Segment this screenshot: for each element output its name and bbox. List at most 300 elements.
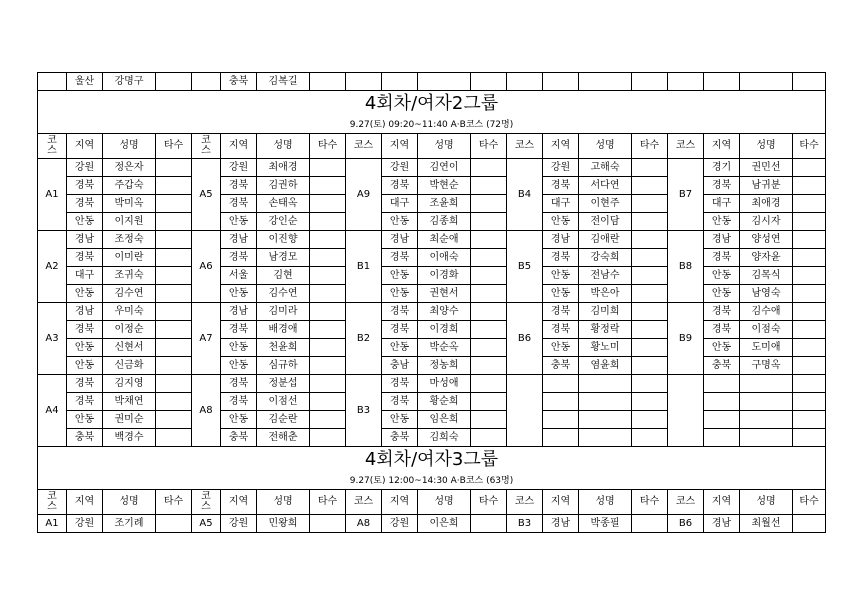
hits-cell <box>310 303 346 321</box>
name-cell: 임은희 <box>418 411 471 429</box>
group-title: 4회차/여자3그룹 <box>38 447 826 474</box>
hits-cell <box>632 411 668 429</box>
hits-cell <box>793 515 826 533</box>
name-cell: 최애경 <box>257 159 310 177</box>
name-cell: 최순애 <box>418 231 471 249</box>
name-cell: 구명옥 <box>740 357 793 375</box>
name-cell: 강인순 <box>257 213 310 231</box>
region-cell: 경북 <box>67 195 103 213</box>
hits-cell <box>471 393 507 411</box>
name-cell: 이현주 <box>579 195 632 213</box>
hits-cell <box>632 267 668 285</box>
group-subtitle: 9.27(토) 09:20~11:40 A·B코스 (72명) <box>38 117 826 134</box>
group-subtitle: 9.27(토) 12:00~14:30 A·B코스 (63명) <box>38 473 826 490</box>
header-hits: 타수 <box>156 490 192 515</box>
group-subtitle-row <box>38 473 826 490</box>
course-cell: B6 <box>507 303 543 375</box>
region-cell: 강원 <box>382 515 418 533</box>
name-cell: 김권하 <box>257 177 310 195</box>
name-cell: 남귀분 <box>740 177 793 195</box>
hits-cell <box>793 429 826 447</box>
name-cell: 민왕희 <box>257 515 310 533</box>
name-cell <box>579 429 632 447</box>
header-name: 성명 <box>740 134 793 159</box>
region-cell: 경북 <box>704 177 740 195</box>
region-cell: 경북 <box>221 177 257 195</box>
region-cell: 경북 <box>543 321 579 339</box>
region-cell: 안동 <box>543 213 579 231</box>
header-region: 지역 <box>67 134 103 159</box>
header-course-text: 코 스 <box>47 491 57 512</box>
header-region: 지역 <box>67 490 103 515</box>
header-name: 성명 <box>418 134 471 159</box>
region-cell: 경북 <box>67 393 103 411</box>
name-cell: 이점선 <box>257 393 310 411</box>
name-cell: 이경희 <box>418 321 471 339</box>
hits-cell <box>310 249 346 267</box>
name-cell: 김현 <box>257 267 310 285</box>
cell-empty <box>704 73 740 91</box>
hits-cell <box>793 159 826 177</box>
header-region: 지역 <box>382 134 418 159</box>
tee-time-sheet <box>37 72 826 533</box>
player-row <box>38 393 826 411</box>
hits-cell <box>156 375 192 393</box>
carryover-row <box>38 73 826 91</box>
player-row <box>38 249 826 267</box>
name-cell: 전이담 <box>579 213 632 231</box>
name-cell: 이은희 <box>418 515 471 533</box>
player-row <box>38 515 826 533</box>
group-title-row <box>38 447 826 474</box>
region-cell: 강원 <box>543 159 579 177</box>
hits-cell <box>156 393 192 411</box>
region-cell: 경남 <box>67 231 103 249</box>
name-cell: 김수연 <box>103 285 156 303</box>
hits-cell <box>471 375 507 393</box>
region-cell: 경북 <box>221 375 257 393</box>
cell-empty <box>579 73 632 91</box>
region-cell: 안동 <box>382 267 418 285</box>
header-course: 코스 <box>507 134 543 159</box>
hits-cell <box>471 213 507 231</box>
region-cell <box>543 411 579 429</box>
region-cell: 안동 <box>67 411 103 429</box>
region-cell: 안동 <box>543 267 579 285</box>
name-cell: 박종필 <box>579 515 632 533</box>
course-cell: A3 <box>38 303 67 375</box>
region-cell: 안동 <box>67 213 103 231</box>
region-cell: 안동 <box>67 339 103 357</box>
course-cell: B1 <box>346 231 382 303</box>
hits-cell <box>310 375 346 393</box>
cell-empty <box>668 73 704 91</box>
course-cell: A6 <box>192 231 221 303</box>
hits-cell <box>471 411 507 429</box>
course-cell: A8 <box>346 515 382 533</box>
hits-cell <box>632 429 668 447</box>
hits-cell <box>471 339 507 357</box>
header-hits: 타수 <box>310 134 346 159</box>
name-cell: 박순옥 <box>418 339 471 357</box>
hits-cell <box>156 303 192 321</box>
course-cell: A4 <box>38 375 67 447</box>
name-cell: 이점숙 <box>740 321 793 339</box>
region-cell: 충북 <box>704 357 740 375</box>
name-cell: 전남수 <box>579 267 632 285</box>
hits-cell <box>793 321 826 339</box>
name-cell: 최월선 <box>740 515 793 533</box>
name-cell: 이진향 <box>257 231 310 249</box>
name-cell <box>579 393 632 411</box>
region-cell: 경남 <box>221 231 257 249</box>
region-cell: 경북 <box>704 249 740 267</box>
hits-cell <box>156 195 192 213</box>
name-cell: 백경수 <box>103 429 156 447</box>
name-cell: 김애란 <box>579 231 632 249</box>
region-cell: 경북 <box>67 177 103 195</box>
player-row <box>38 195 826 213</box>
hits-cell <box>471 303 507 321</box>
region-cell: 안동 <box>704 267 740 285</box>
header-hits: 타수 <box>632 134 668 159</box>
region-cell: 경남 <box>67 303 103 321</box>
name-cell: 조귀숙 <box>103 267 156 285</box>
header-hits: 타수 <box>156 134 192 159</box>
hits-cell <box>793 231 826 249</box>
region-cell: 충남 <box>382 357 418 375</box>
name-cell: 고해숙 <box>579 159 632 177</box>
region-cell: 안동 <box>704 339 740 357</box>
hits-cell <box>632 375 668 393</box>
hits-cell <box>156 339 192 357</box>
cell-empty <box>418 73 471 91</box>
group-title: 4회차/여자2그룹 <box>38 91 826 118</box>
region-cell: 경남 <box>704 515 740 533</box>
name-cell: 배경애 <box>257 321 310 339</box>
course-cell: A5 <box>192 515 221 533</box>
name-cell: 김순란 <box>257 411 310 429</box>
region-cell: 강원 <box>67 515 103 533</box>
region-cell: 강원 <box>67 159 103 177</box>
name-cell: 김복길 <box>257 73 310 91</box>
name-cell: 김목식 <box>740 267 793 285</box>
region-cell: 경북 <box>221 249 257 267</box>
region-cell: 충북 <box>221 73 257 91</box>
region-cell: 경남 <box>704 231 740 249</box>
header-course <box>38 490 67 515</box>
hits-cell <box>632 177 668 195</box>
hits-cell <box>310 429 346 447</box>
course-cell <box>668 375 704 447</box>
course-cell <box>507 375 543 447</box>
region-cell: 강원 <box>221 159 257 177</box>
region-cell <box>704 393 740 411</box>
name-cell: 신현서 <box>103 339 156 357</box>
column-header-row <box>38 134 826 159</box>
name-cell: 이지원 <box>103 213 156 231</box>
hits-cell <box>793 375 826 393</box>
cell-empty <box>793 73 826 91</box>
name-cell: 손태옥 <box>257 195 310 213</box>
name-cell: 권현서 <box>418 285 471 303</box>
course-cell: B3 <box>346 375 382 447</box>
header-region: 지역 <box>221 490 257 515</box>
region-cell <box>704 375 740 393</box>
hits-cell <box>632 285 668 303</box>
hits-cell <box>310 177 346 195</box>
region-cell: 충북 <box>382 429 418 447</box>
region-cell: 대구 <box>67 267 103 285</box>
name-cell: 권미순 <box>103 411 156 429</box>
region-cell: 서울 <box>221 267 257 285</box>
name-cell: 박은아 <box>579 285 632 303</box>
hits-cell <box>793 249 826 267</box>
region-cell: 경북 <box>221 195 257 213</box>
hits-cell <box>471 195 507 213</box>
header-hits: 타수 <box>310 490 346 515</box>
region-cell <box>543 429 579 447</box>
hits-cell <box>156 249 192 267</box>
hits-cell <box>632 339 668 357</box>
region-cell: 경북 <box>543 303 579 321</box>
region-cell: 경남 <box>543 515 579 533</box>
course-cell: A8 <box>192 375 221 447</box>
region-cell: 안동 <box>221 411 257 429</box>
cell-empty <box>192 73 221 91</box>
player-row <box>38 159 826 177</box>
name-cell: 황순희 <box>418 393 471 411</box>
region-cell: 경북 <box>382 303 418 321</box>
region-cell: 경북 <box>704 321 740 339</box>
hits-cell <box>156 515 192 533</box>
course-cell: A1 <box>38 515 67 533</box>
hits-cell <box>156 429 192 447</box>
name-cell: 김미희 <box>579 303 632 321</box>
name-cell: 김수연 <box>257 285 310 303</box>
hits-cell <box>156 177 192 195</box>
region-cell: 경북 <box>67 249 103 267</box>
header-hits: 타수 <box>471 134 507 159</box>
header-course <box>38 134 67 159</box>
hits-cell <box>632 515 668 533</box>
region-cell: 안동 <box>704 213 740 231</box>
header-course-text: 코 스 <box>47 135 57 156</box>
region-cell: 경북 <box>382 177 418 195</box>
hits-cell <box>156 159 192 177</box>
region-cell: 안동 <box>221 285 257 303</box>
header-course <box>192 490 221 515</box>
region-cell: 충북 <box>543 357 579 375</box>
header-course: 코스 <box>507 490 543 515</box>
hits-cell <box>793 339 826 357</box>
header-region: 지역 <box>221 134 257 159</box>
region-cell: 안동 <box>704 285 740 303</box>
header-name: 성명 <box>257 490 310 515</box>
cell-empty <box>507 73 543 91</box>
header-name: 성명 <box>579 490 632 515</box>
region-cell <box>704 411 740 429</box>
hits-cell <box>471 267 507 285</box>
hits-cell <box>310 357 346 375</box>
region-cell: 대구 <box>382 195 418 213</box>
region-cell: 경북 <box>221 321 257 339</box>
name-cell: 최양수 <box>418 303 471 321</box>
region-cell: 안동 <box>543 285 579 303</box>
hits-cell <box>156 231 192 249</box>
hits-cell <box>632 303 668 321</box>
hits-cell <box>310 73 346 91</box>
region-cell: 경북 <box>382 249 418 267</box>
header-hits: 타수 <box>793 490 826 515</box>
hits-cell <box>793 213 826 231</box>
region-cell: 경북 <box>382 393 418 411</box>
header-name: 성명 <box>257 134 310 159</box>
header-name: 성명 <box>418 490 471 515</box>
header-course <box>192 134 221 159</box>
hits-cell <box>471 231 507 249</box>
region-cell: 안동 <box>221 213 257 231</box>
region-cell: 안동 <box>382 411 418 429</box>
region-cell: 경북 <box>221 393 257 411</box>
hits-cell <box>632 195 668 213</box>
hits-cell <box>632 249 668 267</box>
course-cell: A9 <box>346 159 382 231</box>
player-row <box>38 375 826 393</box>
region-cell: 안동 <box>382 285 418 303</box>
hits-cell <box>310 411 346 429</box>
hits-cell <box>156 213 192 231</box>
name-cell: 김미라 <box>257 303 310 321</box>
name-cell: 남영숙 <box>740 285 793 303</box>
name-cell: 김수애 <box>740 303 793 321</box>
region-cell: 경북 <box>543 177 579 195</box>
name-cell <box>579 411 632 429</box>
region-cell: 충북 <box>67 429 103 447</box>
hits-cell <box>471 321 507 339</box>
header-course-text: 코 스 <box>201 135 211 156</box>
name-cell: 김지영 <box>103 375 156 393</box>
header-hits: 타수 <box>471 490 507 515</box>
course-cell: B5 <box>507 231 543 303</box>
hits-cell <box>310 285 346 303</box>
course-cell: B4 <box>507 159 543 231</box>
player-row <box>38 267 826 285</box>
hits-cell <box>471 285 507 303</box>
hits-cell <box>310 159 346 177</box>
header-region: 지역 <box>543 134 579 159</box>
header-region: 지역 <box>382 490 418 515</box>
name-cell <box>740 393 793 411</box>
course-cell: B2 <box>346 303 382 375</box>
region-cell: 경남 <box>382 231 418 249</box>
hits-cell <box>310 213 346 231</box>
region-cell: 안동 <box>67 285 103 303</box>
hits-cell <box>156 73 192 91</box>
cell-empty <box>346 73 382 91</box>
name-cell: 양자윤 <box>740 249 793 267</box>
hits-cell <box>310 321 346 339</box>
hits-cell <box>156 285 192 303</box>
cell-empty <box>471 73 507 91</box>
hits-cell <box>793 195 826 213</box>
header-course: 코스 <box>668 490 704 515</box>
region-cell: 안동 <box>543 339 579 357</box>
name-cell: 정농희 <box>418 357 471 375</box>
player-row <box>38 429 826 447</box>
hits-cell <box>471 249 507 267</box>
hits-cell <box>632 159 668 177</box>
region-cell: 경북 <box>67 321 103 339</box>
name-cell <box>740 375 793 393</box>
hits-cell <box>156 357 192 375</box>
name-cell: 조윤희 <box>418 195 471 213</box>
cell-empty <box>38 73 67 91</box>
hits-cell <box>310 231 346 249</box>
player-row <box>38 177 826 195</box>
name-cell: 도미애 <box>740 339 793 357</box>
region-cell: 안동 <box>382 213 418 231</box>
header-name: 성명 <box>103 134 156 159</box>
hits-cell <box>310 195 346 213</box>
hits-cell <box>156 321 192 339</box>
name-cell: 최애경 <box>740 195 793 213</box>
region-cell: 경남 <box>221 303 257 321</box>
course-cell: B8 <box>668 231 704 303</box>
name-cell: 마성애 <box>418 375 471 393</box>
name-cell: 염윤희 <box>579 357 632 375</box>
hits-cell <box>632 321 668 339</box>
name-cell: 이미란 <box>103 249 156 267</box>
name-cell: 전해춘 <box>257 429 310 447</box>
name-cell: 이애숙 <box>418 249 471 267</box>
name-cell: 양성연 <box>740 231 793 249</box>
header-name: 성명 <box>103 490 156 515</box>
region-cell: 대구 <box>704 195 740 213</box>
player-row <box>38 231 826 249</box>
name-cell <box>579 375 632 393</box>
region-cell: 경북 <box>382 375 418 393</box>
hits-cell <box>632 393 668 411</box>
hits-cell <box>793 303 826 321</box>
name-cell: 서다연 <box>579 177 632 195</box>
player-row <box>38 357 826 375</box>
region-cell: 경북 <box>704 303 740 321</box>
cell-empty <box>632 73 668 91</box>
group-subtitle-row <box>38 117 826 134</box>
name-cell: 박현순 <box>418 177 471 195</box>
hits-cell <box>156 267 192 285</box>
hits-cell <box>471 159 507 177</box>
region-cell: 울산 <box>67 73 103 91</box>
header-name: 성명 <box>579 134 632 159</box>
player-row <box>38 411 826 429</box>
group-title-row <box>38 91 826 118</box>
hits-cell <box>793 357 826 375</box>
hits-cell <box>471 515 507 533</box>
hits-cell <box>310 339 346 357</box>
name-cell: 천윤희 <box>257 339 310 357</box>
header-hits: 타수 <box>793 134 826 159</box>
name-cell: 신금화 <box>103 357 156 375</box>
player-row <box>38 285 826 303</box>
name-cell <box>740 411 793 429</box>
name-cell: 정은자 <box>103 159 156 177</box>
name-cell: 주갑숙 <box>103 177 156 195</box>
name-cell: 심규하 <box>257 357 310 375</box>
hits-cell <box>632 213 668 231</box>
hits-cell <box>793 285 826 303</box>
